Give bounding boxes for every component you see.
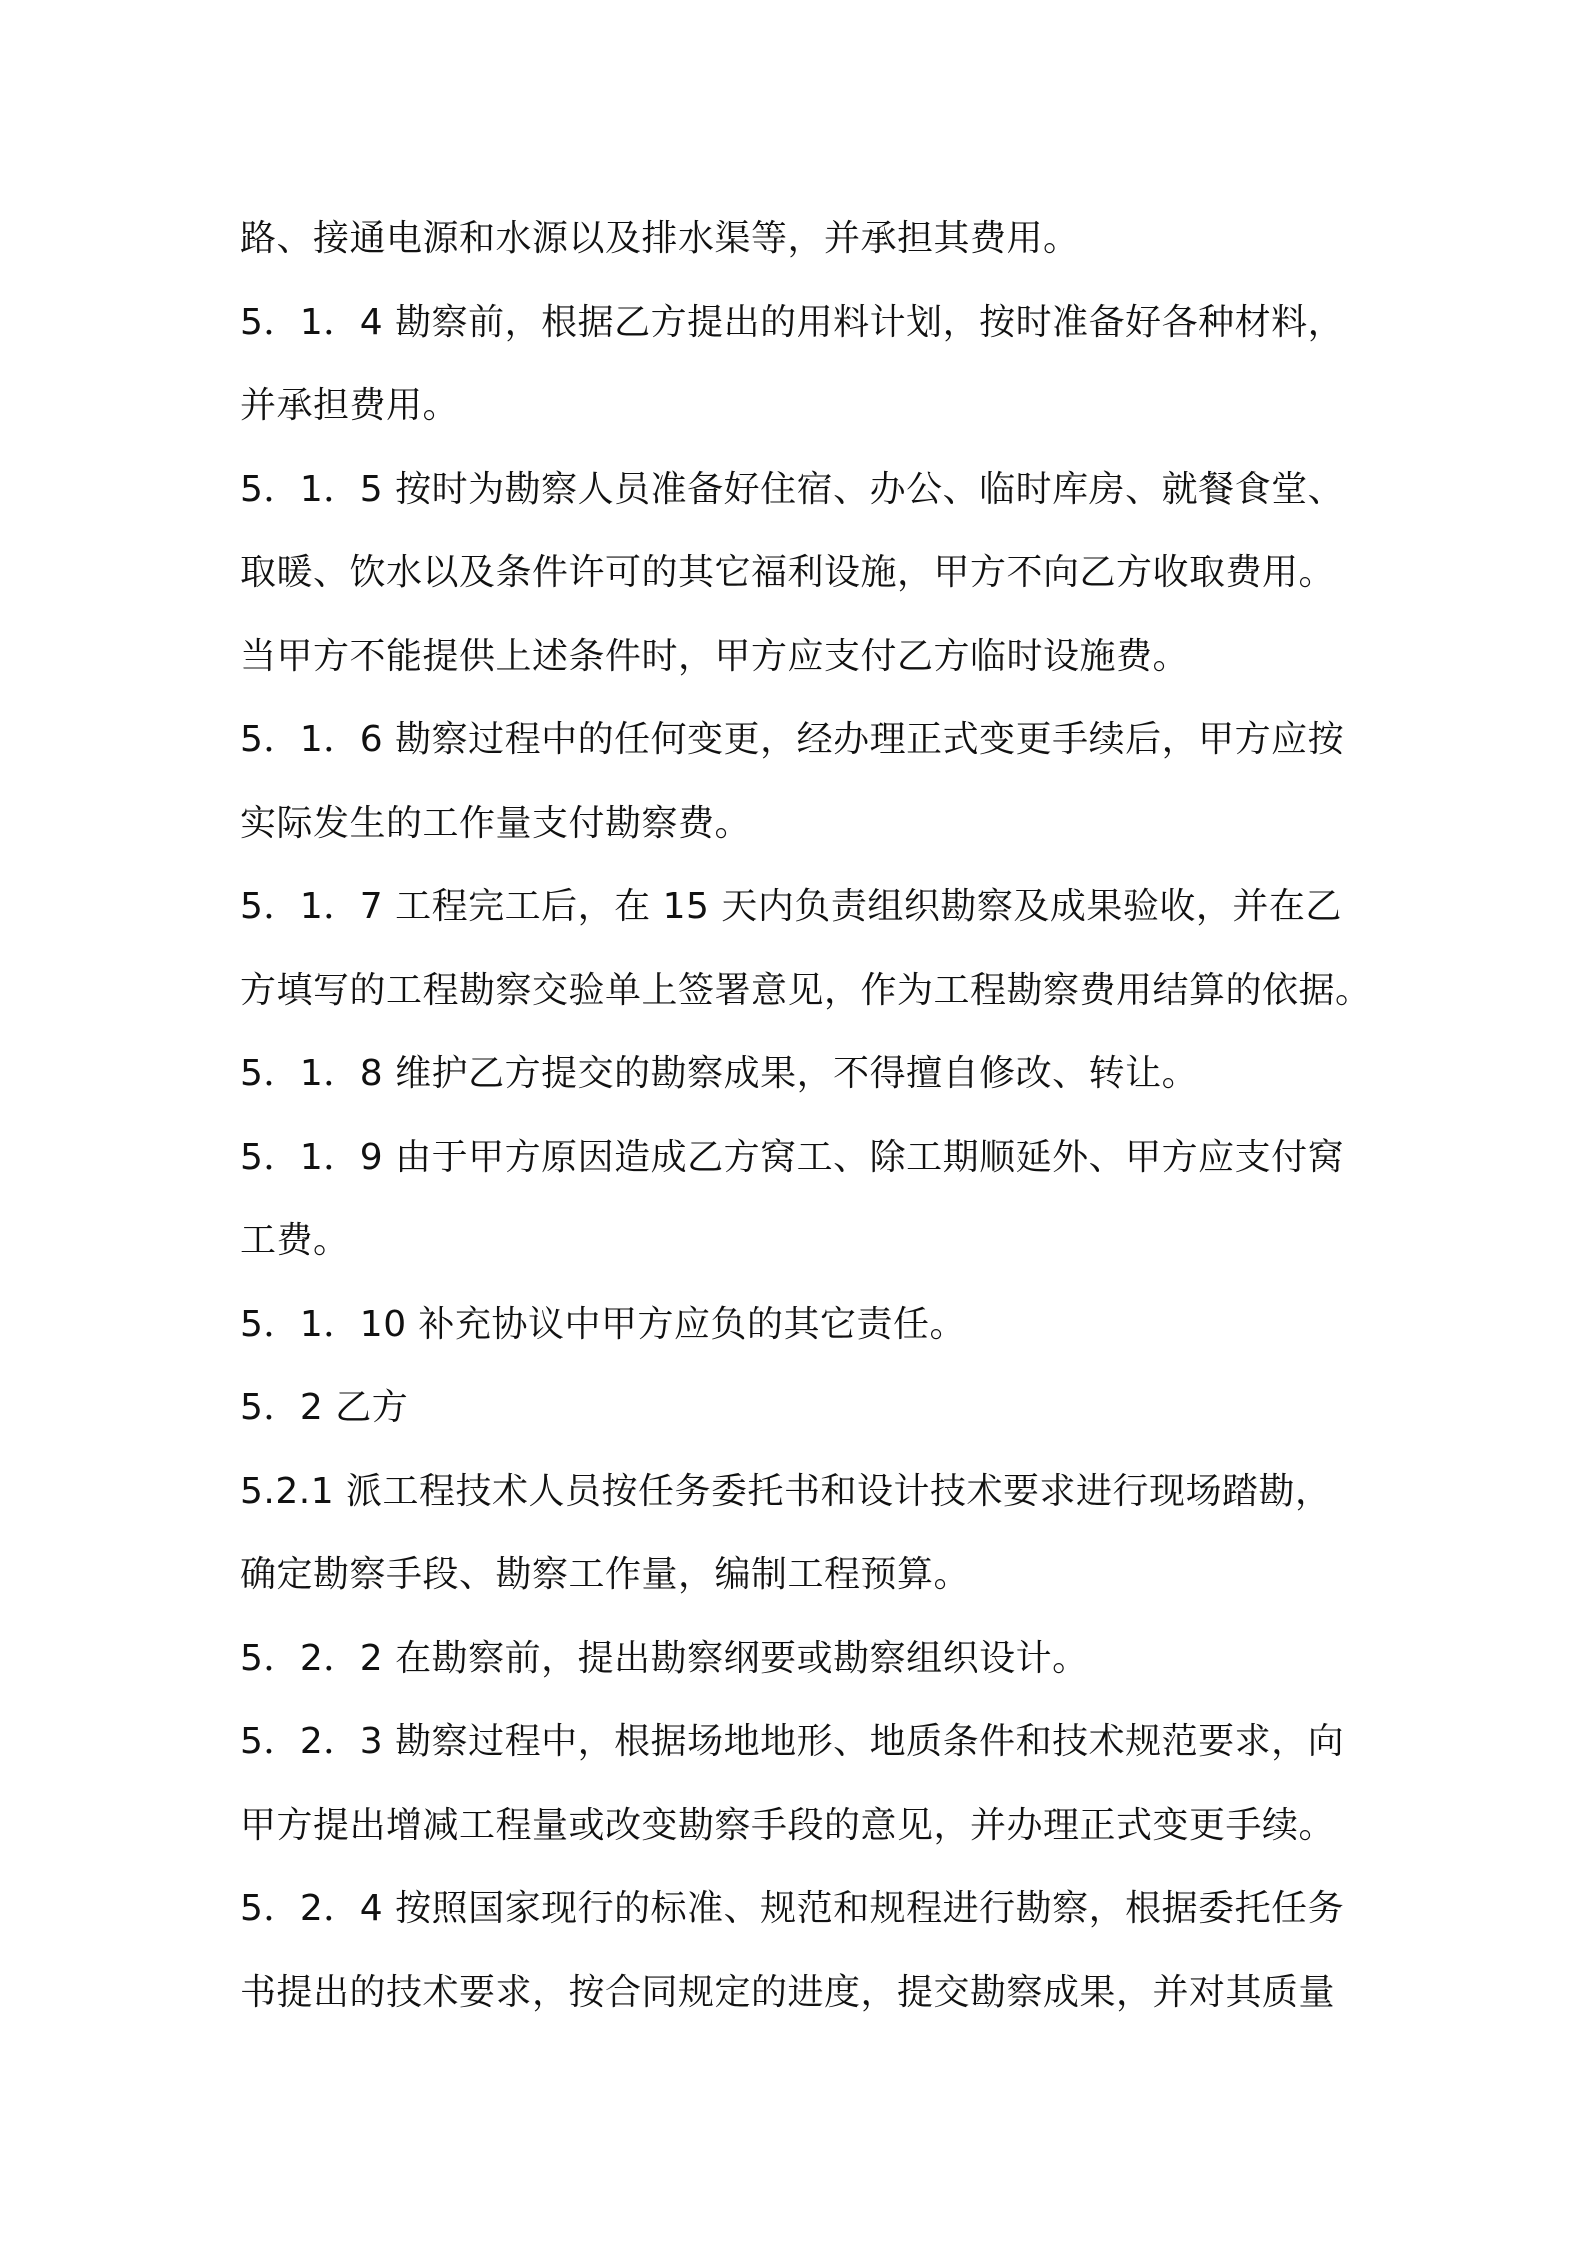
text-line: 5．1．7 工程完工后，在 15 天内负责组织勘察及成果验收，并在乙: [240, 886, 1342, 927]
text-line: 书提出的技术要求，按合同规定的进度，提交勘察成果，并对其质量: [240, 1971, 1336, 2013]
text-line: 5.2.1 派工程技术人员按任务委托书和设计技术要求进行现场踏勘，: [240, 1470, 1332, 1512]
text-line: 确定勘察手段、勘察工作量，编制工程预算。: [240, 1554, 971, 1595]
text-line: 5．1．9 由于甲方原因造成乙方窝工、除工期顺延外、甲方应支付窝: [240, 1136, 1345, 1178]
text-line: 当甲方不能提供上述条件时，甲方应支付乙方临时设施费。: [240, 635, 1190, 677]
document-body: [240, 197, 1380, 2034]
text-line: 并承担费用。: [240, 385, 460, 426]
text-line: 工费。: [240, 1220, 350, 1261]
text-line: 实际发生的工作量支付勘察费。: [240, 802, 752, 844]
text-line: 方填写的工程勘察交验单上签署意见，作为工程勘察费用结算的依据。: [240, 969, 1372, 1011]
text-line: 5．1．8 维护乙方提交的勘察成果，不得擅自修改、转让。: [240, 1053, 1199, 1094]
text-line: 甲方提出增减工程量或改变勘察手段的意见，并办理正式变更手续。: [240, 1804, 1336, 1846]
text-line: 取暖、饮水以及条件许可的其它福利设施，甲方不向乙方收取费用。: [240, 552, 1336, 593]
text-line: 5．2．3 勘察过程中，根据场地地形、地质条件和技术规范要求，向: [240, 1721, 1345, 1762]
text-line: 5．2．2 在勘察前，提出勘察纲要或勘察组织设计。: [240, 1637, 1089, 1679]
text-line: 5．2．4 按照国家现行的标准、规范和规程进行勘察，根据委托任务: [240, 1888, 1345, 1929]
section-heading: 5．2 乙方: [240, 1387, 409, 1428]
text-line: 5．1．10 补充协议中甲方应负的其它责任。: [240, 1303, 967, 1345]
text-line: 5．1．4 勘察前，根据乙方提出的用料计划，按时准备好各种材料，: [240, 301, 1345, 343]
text-line: 路、接通电源和水源以及排水渠等，并承担其费用。: [240, 218, 1080, 259]
text-line: 5．1．6 勘察过程中的任何变更，经办理正式变更手续后，甲方应按: [240, 719, 1345, 760]
text-line: 5．1．5 按时为勘察人员准备好住宿、办公、临时库房、就餐食堂、: [240, 468, 1345, 510]
